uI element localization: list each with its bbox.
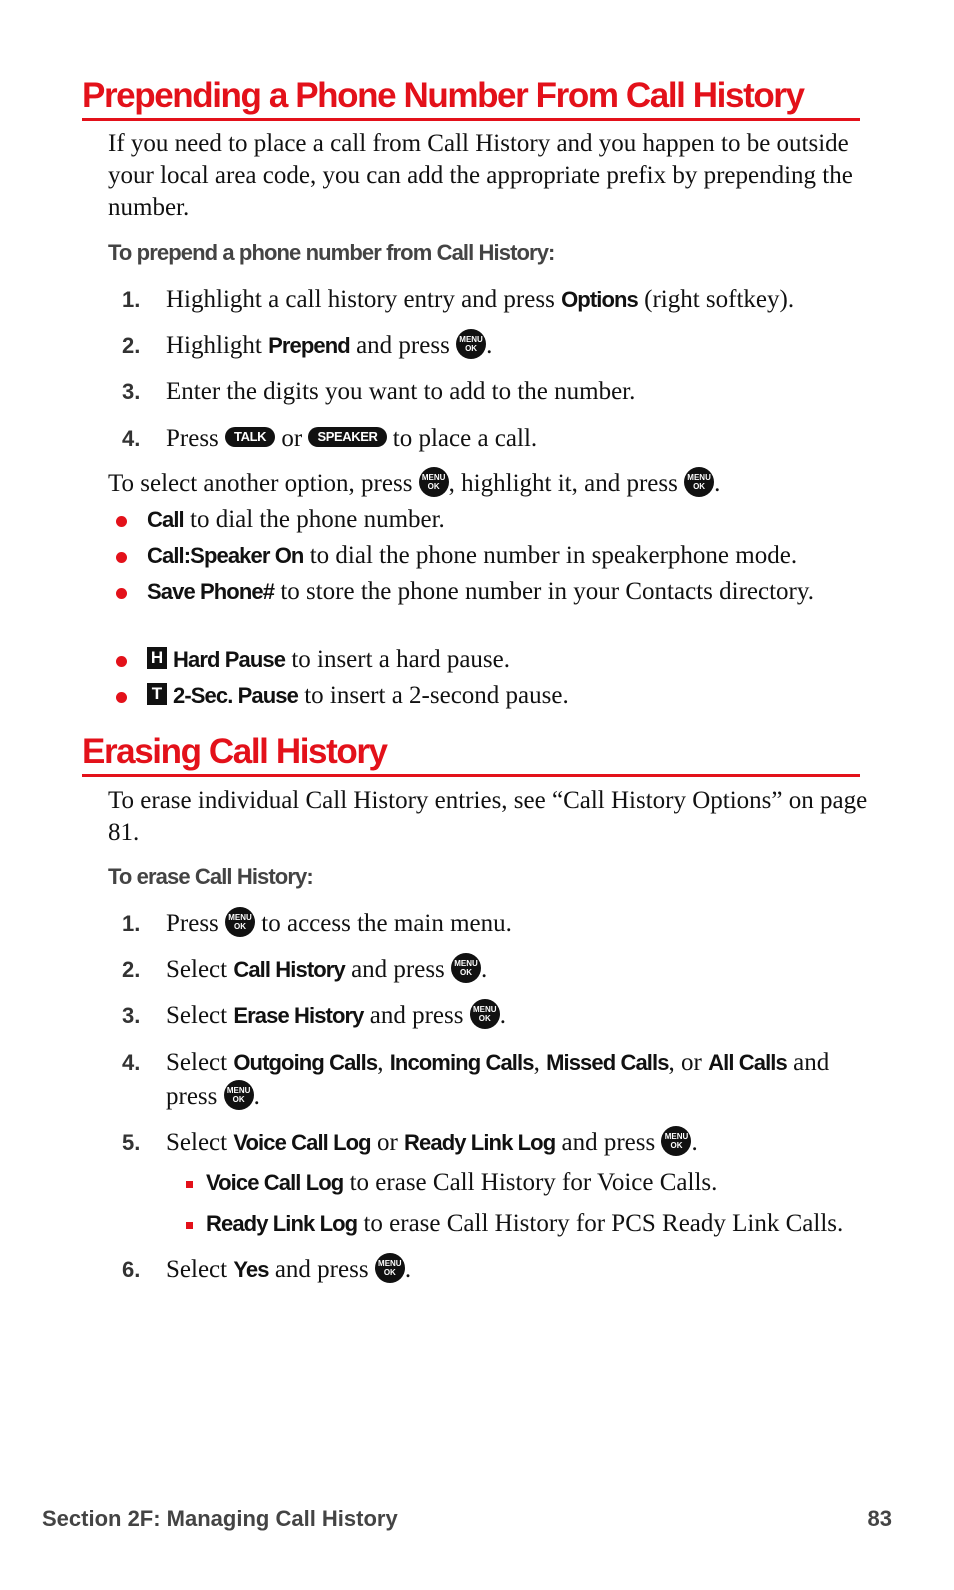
key-label-bottom: OK: [383, 1268, 396, 1278]
text-run: .: [404, 1256, 412, 1283]
procedure-heading-prepend: To prepend a phone number from Call History:: [108, 240, 555, 265]
bullet-text: [147, 680, 859, 712]
key-label-bottom: OK: [478, 1014, 491, 1024]
text-run: and press: [166, 1049, 830, 1110]
key-term: Options: [561, 287, 638, 312]
text-run: to erase Call History for PCS Ready Link Calls.: [357, 1210, 844, 1237]
key-label-top: MENU: [472, 1005, 497, 1015]
step-text: [166, 1046, 866, 1114]
text-run: to insert a hard pause.: [285, 646, 510, 673]
text-run: Select: [166, 1049, 234, 1076]
bullet-text: [147, 644, 859, 676]
key-term: Voice Call Log: [206, 1170, 344, 1195]
procedure-heading-erase: To erase Call History:: [108, 864, 313, 889]
text-run: .: [714, 470, 721, 497]
page-number: 83: [867, 1506, 892, 1531]
key-label-top: MENU: [454, 959, 478, 969]
menu-ok-key-icon: [451, 953, 481, 983]
step-text: [166, 1126, 866, 1160]
menu-ok-key-icon: [375, 1253, 405, 1283]
text-run: or: [370, 1129, 405, 1156]
footer-section-label: Section 2F: Managing Call History: [42, 1506, 398, 1531]
key-label-top: MENU: [687, 473, 711, 483]
bullet-text: [147, 504, 859, 536]
step-text: [166, 907, 866, 941]
key-term: 2-Sec. Pause: [173, 683, 298, 708]
talk-key-icon: TALK: [225, 427, 275, 447]
key-label-bottom: OK: [465, 344, 478, 354]
text-run: Select: [166, 1129, 234, 1156]
step-number: 3.: [122, 379, 141, 404]
text-run: to place a call.: [386, 425, 538, 452]
step-text: [166, 329, 866, 363]
text-run: and press: [344, 956, 452, 983]
text-run: .: [253, 1083, 260, 1110]
section-title-prepending: Prepending a Phone Number From Call History: [82, 76, 860, 121]
text-run: Press: [166, 425, 226, 452]
section-intro-erasing: To erase individual Call History entries, see “Call History Options” on page 81.: [108, 787, 868, 846]
text-run: to insert a 2-second pause.: [297, 682, 569, 709]
menu-ok-key-icon: [470, 999, 500, 1029]
key-label-top: MENU: [228, 913, 252, 923]
step-text: [166, 953, 866, 987]
text-run: to erase Call History for Voice Calls.: [343, 1169, 718, 1196]
key-label-bottom: OK: [693, 482, 706, 492]
sub-bullet-text: [206, 1208, 866, 1240]
step-text: [166, 422, 866, 456]
key-term: Prepend: [268, 333, 350, 358]
step-number: 5.: [122, 1130, 141, 1155]
key-term: Call: [147, 507, 184, 532]
bullet-dot-icon: [116, 516, 127, 527]
speaker-key-icon: SPEAKER: [308, 427, 386, 447]
square-bullet-icon: [186, 1181, 193, 1188]
bullet-dot-icon: [116, 588, 127, 599]
text-run: and press: [363, 1002, 470, 1029]
text-run: ,: [377, 1049, 390, 1076]
bullet-dot-icon: [116, 552, 127, 563]
text-run: to dial the phone number in speakerphone mode.: [303, 542, 798, 569]
text-run: Highlight: [166, 332, 269, 359]
key-label-top: MENU: [664, 1132, 689, 1142]
bullet-dot-icon: [116, 656, 127, 667]
text-run: , or: [668, 1049, 709, 1076]
key-label-bottom: OK: [460, 968, 473, 978]
square-bullet-icon: [186, 1222, 193, 1229]
step-text: [166, 999, 866, 1033]
key-term: Erase History: [233, 1003, 364, 1028]
bullet-text: [147, 540, 859, 572]
hard-pause-h-icon: H: [147, 647, 167, 669]
key-term: Outgoing Calls: [233, 1050, 378, 1075]
text-run: and press: [349, 332, 457, 359]
text-run: and press: [555, 1129, 662, 1156]
key-label-top: MENU: [378, 1259, 402, 1269]
key-term: Yes: [233, 1257, 269, 1282]
text-run: , highlight it, and press: [448, 470, 685, 497]
step-text: [166, 1253, 866, 1287]
step-number: 2.: [122, 957, 141, 982]
text-run: ,: [533, 1049, 547, 1076]
bullet-dot-icon: [116, 692, 127, 703]
step-number: 3.: [122, 1003, 141, 1028]
text-run: .: [486, 332, 493, 359]
key-term: Missed Calls: [546, 1050, 669, 1075]
text-run: or: [275, 425, 309, 452]
key-label-top: MENU: [459, 335, 483, 345]
key-label-bottom: OK: [427, 482, 440, 492]
option-instruction: [108, 468, 908, 500]
key-term: All Calls: [708, 1050, 787, 1075]
key-term: Call:Speaker On: [147, 543, 304, 568]
bullet-text: [147, 576, 859, 608]
step-text: Enter the digits you want to add to the number.: [166, 378, 636, 405]
step-number: 1.: [122, 911, 141, 936]
text-run: to store the phone number in your Contacts directory.: [274, 578, 814, 605]
key-term: Incoming Calls: [389, 1050, 534, 1075]
text-run: Press: [166, 910, 226, 937]
key-term: Call History: [233, 957, 345, 982]
text-run: Select: [166, 1002, 234, 1029]
step-text: [166, 283, 866, 317]
menu-ok-key-icon: [684, 467, 714, 497]
sub-bullet-text: [206, 1167, 866, 1199]
key-term: Ready Link Log: [206, 1211, 358, 1236]
text-run: (right softkey).: [637, 286, 795, 313]
text-run: Highlight a call history entry and press: [166, 286, 562, 313]
text-run: Select: [166, 1256, 234, 1283]
menu-ok-key-icon: [661, 1126, 691, 1156]
key-term: Save Phone#: [147, 579, 275, 604]
step-number: 1.: [122, 287, 141, 312]
text-run: .: [481, 956, 488, 983]
key-term: Ready Link Log: [404, 1130, 556, 1155]
key-term: Voice Call Log: [233, 1130, 371, 1155]
text-run: .: [691, 1129, 698, 1156]
menu-ok-key-icon: [456, 329, 486, 359]
key-label-bottom: OK: [670, 1141, 683, 1151]
text-run: to access the main menu.: [255, 910, 512, 937]
step-number: 2.: [122, 333, 141, 358]
timed-pause-t-icon: T: [147, 683, 167, 705]
text-run: To select another option, press: [108, 470, 419, 497]
text-run: to dial the phone number.: [183, 506, 445, 533]
key-label-bottom: OK: [234, 922, 247, 932]
menu-ok-key-icon: [419, 467, 449, 497]
section-title-erasing: Erasing Call History: [82, 732, 860, 777]
text-run: and press: [268, 1256, 375, 1283]
key-label-top: MENU: [421, 473, 446, 483]
key-label-top: MENU: [226, 1086, 251, 1096]
key-label-bottom: OK: [232, 1095, 245, 1105]
key-term: Hard Pause: [173, 647, 286, 672]
step-number: 4.: [122, 1050, 141, 1075]
menu-ok-key-icon: [224, 1080, 254, 1110]
text-run: .: [499, 1002, 506, 1029]
step-number: 4.: [122, 426, 141, 451]
step-number: 6.: [122, 1257, 141, 1282]
section-intro-prepending: If you need to place a call from Call History and you happen to be outside your local area code, you can add the appropriate prefix by prepending the number.: [108, 130, 853, 221]
menu-ok-key-icon: [225, 907, 255, 937]
text-run: Select: [166, 956, 234, 983]
